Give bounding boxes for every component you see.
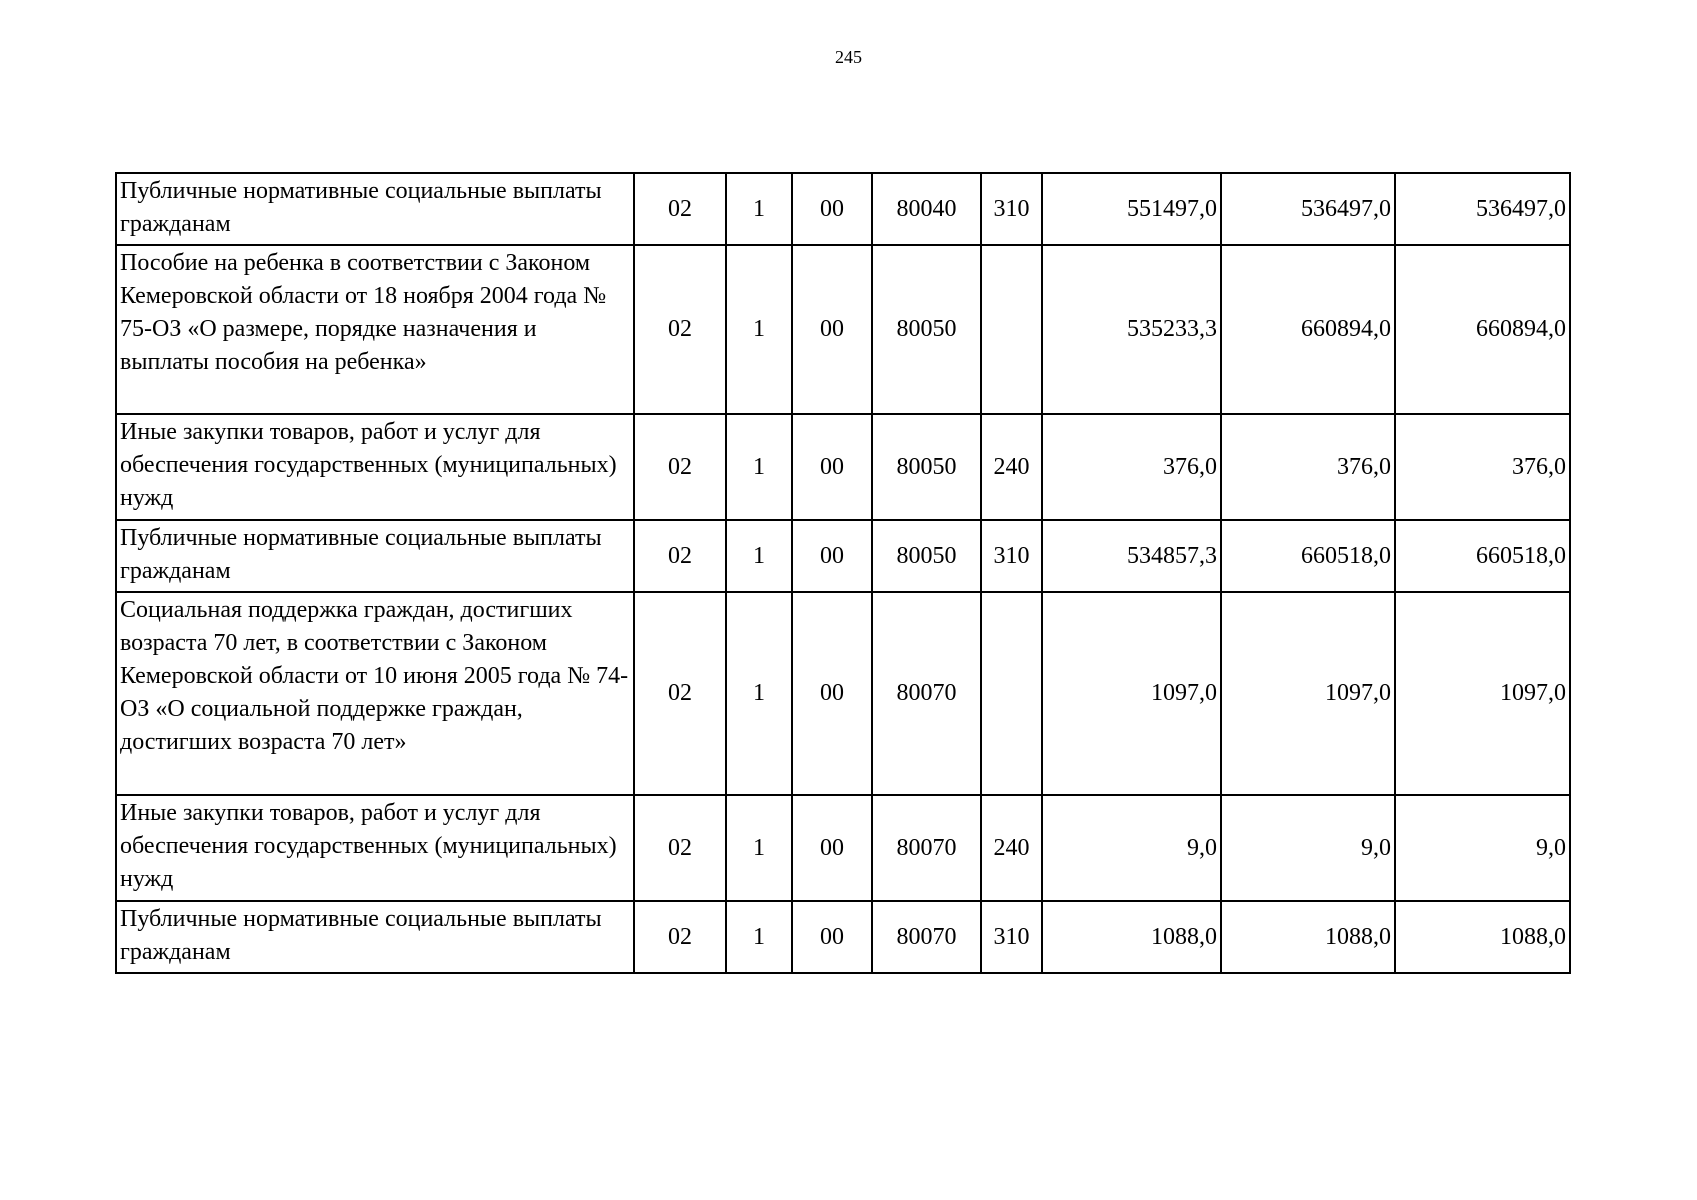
cell-amount-1: 534857,3 [1042,520,1221,592]
cell-subsection-code: 1 [726,245,792,414]
row-description: Публичные нормативные социальные выплаты гражданам [116,520,634,592]
row-description: Социальная поддержка граждан, достигших возраста 70 лет, в соответствии с Законом Кемеровской области от 10 июня 2005 года № 74-ОЗ «О социальной поддержке граждан, достигших возраста 70 лет» [116,592,634,795]
cell-expense-type-code [981,245,1042,414]
cell-section-code: 02 [634,592,726,795]
cell-amount-1: 9,0 [1042,795,1221,901]
cell-article-code: 80050 [872,414,981,520]
cell-article-code: 80070 [872,901,981,973]
table-row [116,901,1570,973]
cell-program-code: 00 [792,795,872,901]
cell-amount-2: 1097,0 [1221,592,1395,795]
table-row [116,414,1570,520]
cell-subsection-code: 1 [726,795,792,901]
table-row [116,173,1570,245]
cell-amount-2: 9,0 [1221,795,1395,901]
cell-section-code: 02 [634,901,726,973]
cell-expense-type-code: 240 [981,414,1042,520]
page-number: 245 [835,47,862,67]
cell-amount-3: 9,0 [1395,795,1570,901]
cell-amount-2: 1088,0 [1221,901,1395,973]
cell-amount-1: 1088,0 [1042,901,1221,973]
cell-subsection-code: 1 [726,901,792,973]
cell-article-code: 80050 [872,520,981,592]
budget-table [115,172,1571,974]
cell-section-code: 02 [634,173,726,245]
cell-expense-type-code: 240 [981,795,1042,901]
row-description: Пособие на ребенка в соответствии с Законом Кемеровской области от 18 ноября 2004 года № 75-ОЗ «О размере, порядке назначения и выплаты пособия на ребенка» [116,245,634,414]
cell-amount-2: 376,0 [1221,414,1395,520]
cell-expense-type-code: 310 [981,901,1042,973]
row-description: Публичные нормативные социальные выплаты гражданам [116,173,634,245]
cell-subsection-code: 1 [726,520,792,592]
table-row [116,245,1570,414]
cell-amount-1: 376,0 [1042,414,1221,520]
table-row [116,795,1570,901]
cell-program-code: 00 [792,901,872,973]
cell-expense-type-code: 310 [981,520,1042,592]
cell-amount-3: 1088,0 [1395,901,1570,973]
row-description: Иные закупки товаров, работ и услуг для обеспечения государственных (муниципальных) нужд [116,795,634,901]
cell-amount-2: 536497,0 [1221,173,1395,245]
cell-amount-3: 376,0 [1395,414,1570,520]
cell-article-code: 80070 [872,795,981,901]
cell-amount-2: 660518,0 [1221,520,1395,592]
row-description: Иные закупки товаров, работ и услуг для обеспечения государственных (муниципальных) нужд [116,414,634,520]
cell-amount-3: 660518,0 [1395,520,1570,592]
cell-expense-type-code [981,592,1042,795]
table-row [116,520,1570,592]
cell-program-code: 00 [792,592,872,795]
cell-section-code: 02 [634,414,726,520]
cell-amount-1: 551497,0 [1042,173,1221,245]
cell-program-code: 00 [792,520,872,592]
cell-program-code: 00 [792,245,872,414]
cell-amount-3: 660894,0 [1395,245,1570,414]
cell-article-code: 80040 [872,173,981,245]
cell-amount-3: 536497,0 [1395,173,1570,245]
cell-amount-1: 1097,0 [1042,592,1221,795]
cell-article-code: 80070 [872,592,981,795]
cell-subsection-code: 1 [726,173,792,245]
cell-article-code: 80050 [872,245,981,414]
cell-program-code: 00 [792,414,872,520]
cell-subsection-code: 1 [726,592,792,795]
cell-expense-type-code: 310 [981,173,1042,245]
cell-section-code: 02 [634,795,726,901]
cell-amount-2: 660894,0 [1221,245,1395,414]
cell-subsection-code: 1 [726,414,792,520]
cell-program-code: 00 [792,173,872,245]
cell-amount-3: 1097,0 [1395,592,1570,795]
cell-section-code: 02 [634,245,726,414]
row-description: Публичные нормативные социальные выплаты гражданам [116,901,634,973]
cell-amount-1: 535233,3 [1042,245,1221,414]
cell-section-code: 02 [634,520,726,592]
table-row [116,592,1570,795]
